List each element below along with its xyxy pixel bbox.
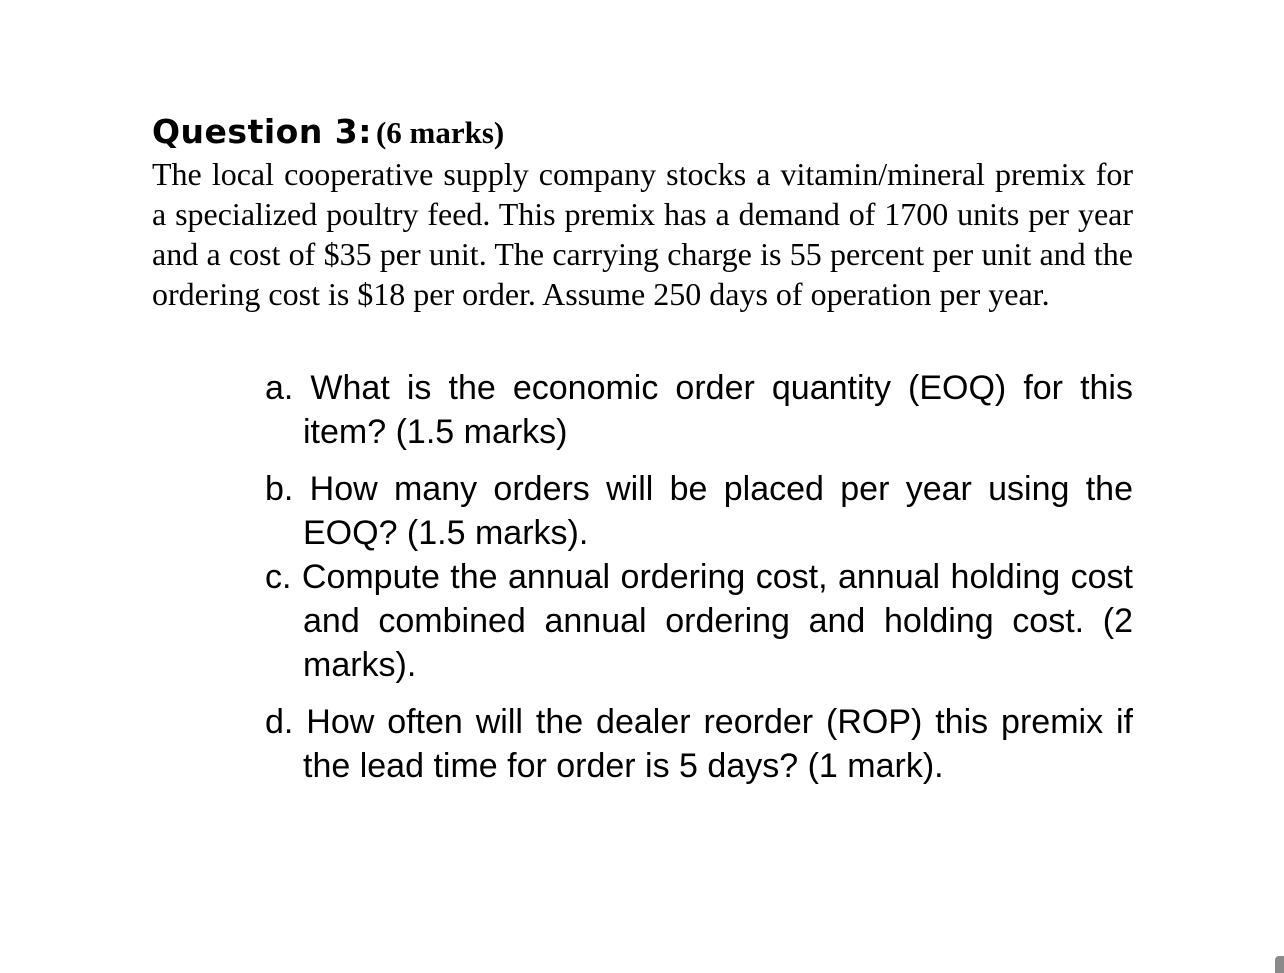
scrollbar-thumb[interactable] xyxy=(1275,956,1284,973)
question-parts-list xyxy=(265,366,1133,788)
question-part-b: b. How many orders will be placed per year using the EOQ? (1.5 marks). xyxy=(265,470,1133,552)
question-part-d: d. How often will the dealer reorder (ROP) this premix if the lead time for order is 5 days? (1 mark). xyxy=(265,703,1133,785)
question-block xyxy=(152,110,1133,314)
question-body: The local cooperative supply company stocks a vitamin/mineral premix for a specialized poultry feed. This premix has a demand of 1700 units per year and a cost of $35 per unit. The carrying charge is 55 percent per unit and the ordering cost is $18 per order. Assume 250 days of operation per year. xyxy=(152,156,1133,312)
question-marks: (6 marks) xyxy=(375,115,505,150)
question-heading xyxy=(152,110,1133,154)
question-part-a: a. What is the economic order quantity (EOQ) for this item? (1.5 marks) xyxy=(265,369,1133,451)
question-part-c: c. Compute the annual ordering cost, annual holding cost and combined annual ordering and holding cost. (2 marks). xyxy=(265,558,1133,684)
question-title: Question 3: xyxy=(152,112,372,151)
